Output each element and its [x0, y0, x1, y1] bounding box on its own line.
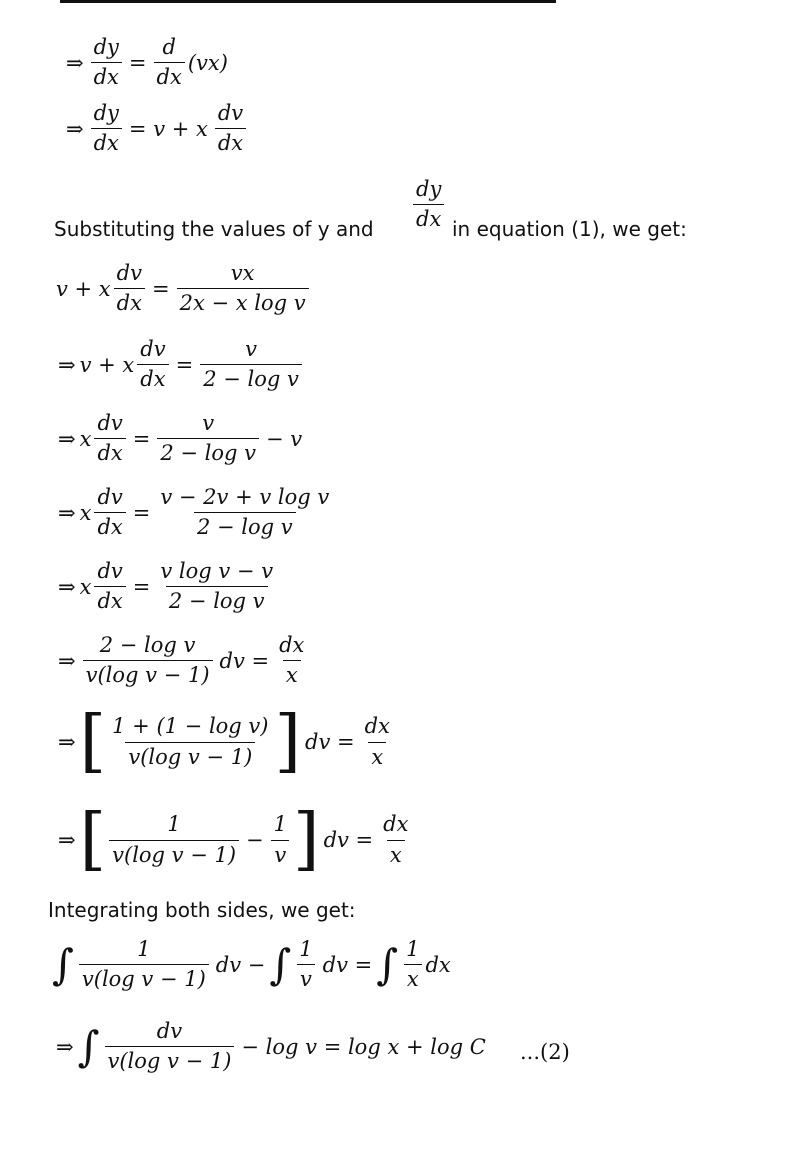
fraction: $\frac{dv}{dx}$ [94, 412, 125, 465]
left-bracket: [ [79, 702, 107, 781]
expression: dx [425, 952, 451, 977]
eq-line-5: ⇒ x $\frac{dv}{dx}$ = $\frac{v}{\text{2 − log v}}$ − v [58, 411, 303, 466]
implies-arrow: ⇒ [58, 352, 76, 377]
expression: x [79, 426, 92, 451]
expression: − v [266, 426, 303, 451]
fraction: $\frac{1}{v}$ [271, 813, 290, 866]
implies-arrow: ⇒ [66, 116, 84, 141]
fraction: $\frac{1}{v}$ [296, 938, 315, 991]
implies-arrow: ⇒ [58, 648, 76, 673]
implies-arrow: ⇒ [58, 426, 76, 451]
fraction: $\frac{dy}{dx}$ [91, 36, 122, 89]
expression: (vx) [187, 50, 228, 75]
equation-tag: ...(2) [520, 1040, 570, 1064]
expression: dv = [322, 952, 373, 977]
fraction: $\frac{dx}{x}$ [279, 633, 305, 688]
expression: v + x [56, 276, 111, 301]
inline-fraction-dy-dx: $\frac{dy}{dx}$ [410, 178, 447, 231]
text-substituting: Substituting the values of y and [54, 217, 374, 241]
fraction: $\frac{\text{v − 2v + v log v}}{\text{2 − log v}}$ [160, 485, 330, 540]
fraction: $\frac{1}{x}$ [403, 938, 422, 991]
fraction: $\frac{dx}{x}$ [383, 812, 409, 867]
expression: dv = [219, 648, 270, 673]
fraction: $\frac{\text{1 + (1 − log v)}}{\text{v(log v − 1)}}$ [112, 714, 269, 769]
fraction: $\frac{dv}{dx}$ [137, 338, 168, 391]
fraction: $\frac{dv}{\text{v(log v − 1)}}$ [105, 1020, 235, 1073]
top-rule [60, 0, 556, 3]
integral-sign: ∫ [376, 939, 399, 989]
implies-arrow: ⇒ [58, 500, 76, 525]
fraction: $\frac{v}{\text{2 − log v}}$ [200, 338, 302, 391]
implies-arrow: ⇒ [58, 730, 76, 754]
fraction: $\frac{\text{2 − log v}}{\text{v(log v − 1)}}$ [83, 634, 213, 687]
expression: v + x [79, 352, 135, 377]
fraction: $\frac{\text{v log v − v}}{\text{2 − log v}}$ [160, 559, 274, 614]
implies-arrow: ⇒ [66, 50, 84, 75]
right-bracket: ] [274, 702, 302, 781]
right-bracket: ] [293, 800, 320, 879]
implies-arrow: ⇒ [58, 574, 76, 599]
text-in-equation: in equation (1), we get: [452, 217, 687, 241]
eq-line-2 [62, 102, 249, 155]
expression: x [79, 574, 92, 599]
eq-line-6: ⇒ x $\frac{dv}{dx}$ = $\frac{\text{v − 2v + v log v}}{\text{2 − log v}}$ [54, 486, 335, 539]
fraction: $\frac{1}{\text{v(log v − 1)}}$ [79, 938, 209, 991]
expression: = v + x [128, 116, 208, 141]
expression: dv = [323, 828, 374, 852]
expression: dv − [215, 952, 266, 977]
eq-line-4: ⇒ v + x $\frac{dv}{dx}$ = $\frac{v}{\text{2 − log v}}$ [54, 338, 305, 391]
integral-sign: ∫ [77, 1021, 100, 1071]
text-integrating: Integrating both sides, we get: [48, 898, 356, 922]
fraction: $\frac{vx}{\text{2x − x log v}}$ [177, 262, 309, 315]
implies-arrow: ⇒ [56, 1034, 74, 1059]
eq-line-1: ⇒ $\frac{dy}{dx}$ = $\frac{d}{dx}$ (vx) [66, 35, 228, 90]
fraction: $\frac{v}{\text{2 − log v}}$ [157, 412, 259, 465]
expression: dv = [305, 730, 355, 754]
fraction: $\frac{dv}{dx}$ [94, 486, 125, 539]
fraction: $\frac{1}{\text{v(log v − 1)}}$ [109, 813, 239, 866]
eq-line-11 [52, 938, 451, 991]
fraction: $\frac{dv}{dx}$ [215, 102, 246, 155]
fraction: $\frac{d}{dx}$ [154, 36, 185, 89]
integral-sign: ∫ [269, 939, 292, 989]
eq-line-7: ⇒ x $\frac{dv}{dx}$ = $\frac{\text{v log v − v}}{\text{2 − log v}}$ [54, 560, 279, 613]
integral-sign: ∫ [52, 939, 74, 989]
left-bracket: [ [79, 800, 107, 879]
eq-line-12 [52, 1020, 490, 1073]
fraction: $\frac{dv}{dx}$ [114, 262, 145, 315]
expression: − log v = log x + log C [241, 1034, 486, 1059]
fraction: $\frac{dx}{x}$ [364, 714, 390, 769]
fraction: $\frac{dv}{dx}$ [94, 560, 125, 613]
eq-line-9 [54, 702, 396, 781]
eq-line-3: v + x $\frac{dv}{dx}$ = $\frac{vx}{\text{2x − x log v}}$ [56, 262, 312, 315]
eq-line-10: ⇒ [ $\frac{1}{\text{v(log v − 1)}}$ − $\frac{1}{v}$ ] dv = $\frac{dx}{x}$ [54, 806, 414, 874]
fraction: $\frac{dy}{dx}$ [91, 102, 122, 155]
implies-arrow: ⇒ [58, 828, 76, 852]
eq-line-8 [54, 634, 310, 687]
expression: x [79, 500, 92, 525]
